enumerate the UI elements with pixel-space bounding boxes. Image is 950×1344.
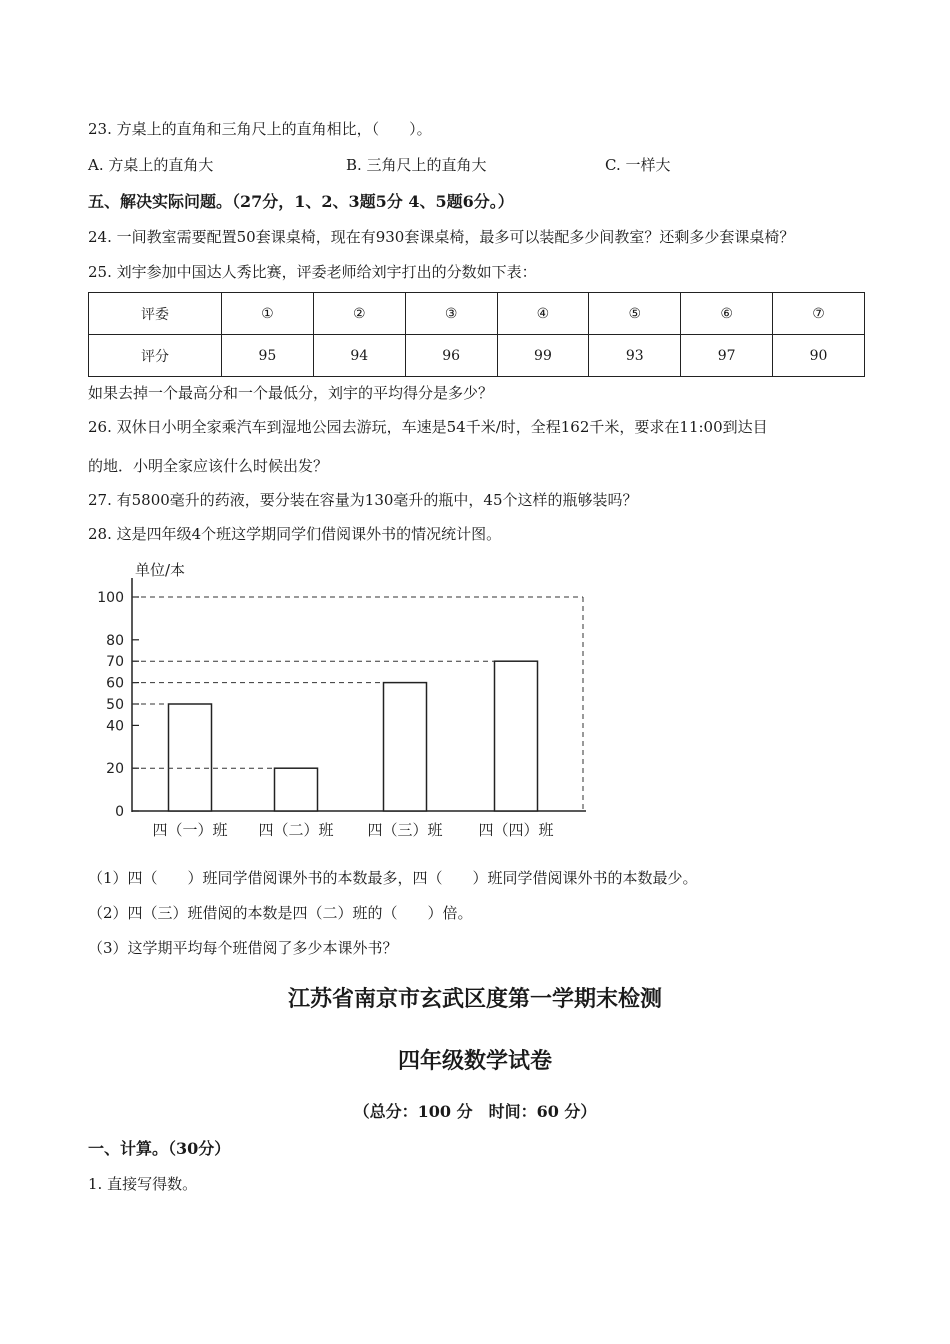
table-cell: 94 [313, 335, 405, 377]
table-cell: 93 [589, 335, 681, 377]
table-cell: 评委 [89, 293, 222, 335]
x-category-label: 四（四）班 [478, 821, 554, 839]
q23-option-c: C. 一样大 [605, 156, 671, 174]
table-cell: 90 [773, 335, 865, 377]
table-row [89, 293, 865, 335]
exam-title: 江苏省南京市玄武区度第一学期末检测 [287, 986, 662, 1012]
question-24: 24. 一间教室需要配置50套课桌椅，现在有930套课桌椅，最多可以装配多少间教室？还剩多少套课桌椅？ [88, 228, 795, 246]
question-28: 28. 这是四年级4个班这学期同学们借阅课外书的情况统计图。 [88, 525, 502, 543]
y-tick-label: 20 [106, 761, 124, 778]
question-28-sub1: （1）四（ ）班同学借阅课外书的本数最多，四（ ）班同学借阅课外书的本数最少。 [88, 869, 698, 887]
table-cell: 评分 [89, 335, 222, 377]
table-cell: ① [222, 293, 314, 335]
question-28-sub2: （2）四（三）班借阅的本数是四（二）班的（ ）倍。 [88, 904, 473, 922]
q23-option-a: A. 方桌上的直角大 [88, 156, 214, 174]
table-cell: ④ [497, 293, 589, 335]
table-cell: ⑤ [589, 293, 681, 335]
y-axis-unit-label: 单位/本 [135, 561, 186, 579]
question-26-line2: 的地．小明全家应该什么时候出发？ [88, 457, 329, 475]
bar [495, 661, 538, 811]
table-cell: ③ [405, 293, 497, 335]
y-tick-label: 0 [115, 804, 124, 820]
bar [384, 683, 427, 811]
question-1: 1. 直接写得数。 [88, 1175, 198, 1193]
bar [169, 704, 212, 811]
bar [275, 768, 318, 811]
question-26-line1: 26. 双休日小明全家乘汽车到湿地公园去游玩，车速是54千米/时，全程162千米，要求在11:00到达目 [88, 418, 768, 436]
table-cell: 97 [681, 335, 773, 377]
table-cell: 95 [222, 335, 314, 377]
y-tick-label: 60 [106, 675, 124, 692]
exam-info: （总分：100 分 时间：60 分） [353, 1102, 597, 1121]
table-cell: 99 [497, 335, 589, 377]
table-cell: ⑦ [773, 293, 865, 335]
section-1-heading: 一、计算。（30分） [88, 1139, 231, 1158]
question-25-ask: 如果去掉一个最高分和一个最低分，刘宇的平均得分是多少？ [88, 384, 494, 402]
x-category-label: 四（二）班 [258, 821, 334, 839]
question-27: 27. 有5800毫升的药液，要分装在容量为130毫升的瓶中，45个这样的瓶够装吗？ [88, 491, 638, 509]
y-tick-label: 100 [97, 590, 124, 606]
exam-subtitle: 四年级数学试卷 [397, 1048, 552, 1074]
x-category-label: 四（一）班 [152, 821, 228, 839]
question-28-sub3: （3）这学期平均每个班借阅了多少本课外书？ [88, 939, 398, 957]
table-cell: ② [313, 293, 405, 335]
y-tick-label: 80 [106, 632, 124, 649]
section-5-heading: 五、解决实际问题。（27分，1、2、3题5分 4、5题6分。） [88, 192, 514, 211]
table-row [89, 335, 865, 377]
table-cell: ⑥ [681, 293, 773, 335]
bar-chart [80, 552, 620, 852]
question-25: 25. 刘宇参加中国达人秀比赛，评委老师给刘宇打出的分数如下表： [88, 263, 537, 281]
table-cell: 96 [405, 335, 497, 377]
q23-option-b: B. 三角尺上的直角大 [346, 156, 487, 174]
y-tick-label: 40 [106, 718, 124, 735]
x-category-label: 四（三）班 [367, 821, 443, 839]
question-23: 23. 方桌上的直角和三角尺上的直角相比，（ ）。 [88, 120, 432, 138]
y-tick-label: 50 [106, 697, 124, 713]
y-tick-label: 70 [106, 654, 124, 671]
score-table [88, 292, 865, 377]
